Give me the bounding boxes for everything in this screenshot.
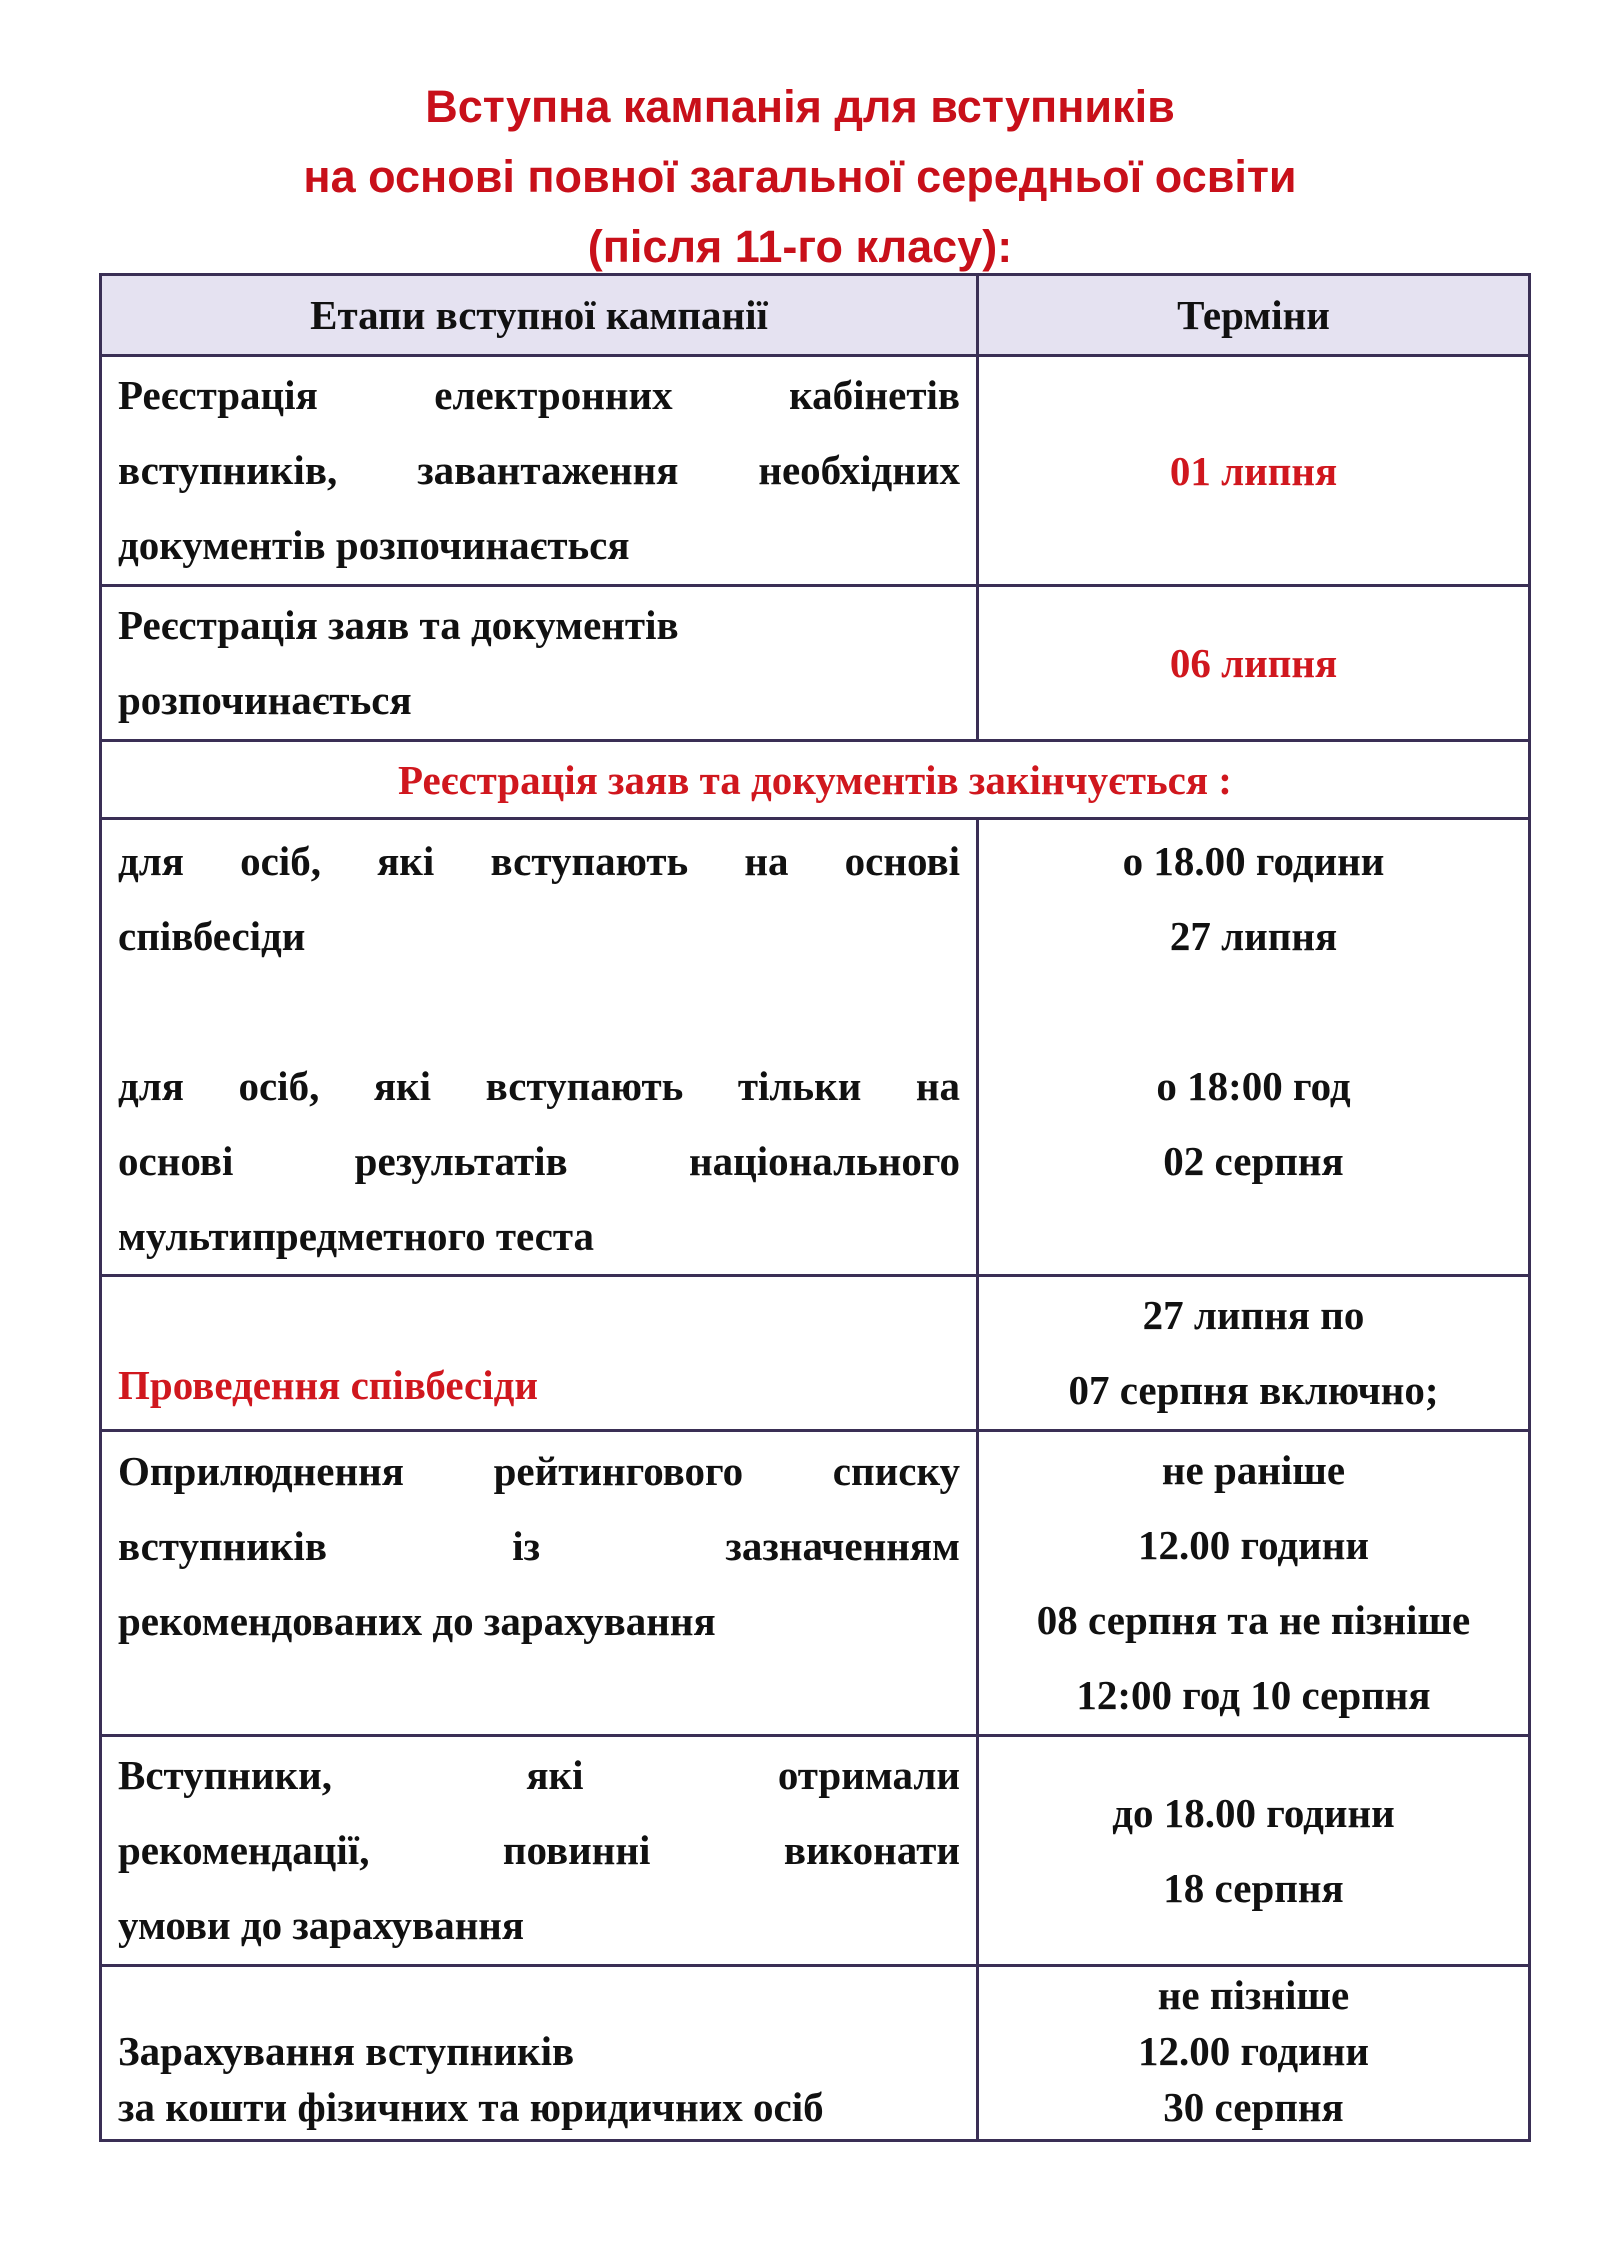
date-cell <box>978 1431 1530 1736</box>
stage-cell <box>101 1736 978 1966</box>
stage-text: для осіб, які вступають на основі <box>118 838 960 884</box>
date-cell: 01 липня <box>978 356 1530 586</box>
header-dates: Терміни <box>978 275 1530 356</box>
date-text: до 18.00 години <box>1112 1789 1395 1836</box>
stage-cell <box>101 1966 978 2141</box>
stage-text: розпочинається <box>118 677 412 723</box>
date-text: 27 липня <box>1169 913 1338 959</box>
stage-text: Реєстрація заяв та документів <box>118 602 679 648</box>
stage-cell <box>101 356 978 586</box>
stage-text: рекомендованих до зарахування <box>118 1598 716 1644</box>
date-cell: 06 липня <box>978 586 1530 741</box>
date-text: 27 липня по <box>1142 1292 1365 1338</box>
stage-text: вступників, завантаження необхідних <box>118 447 960 493</box>
table-row-conditions <box>101 1736 1530 1966</box>
date-text: не пізніше <box>1157 1972 1350 2018</box>
date-text: 02 серпня <box>1163 1138 1344 1184</box>
date-text: 08 серпня та не пізніше <box>1036 1597 1471 1643</box>
header-stage: Етапи вступної кампанії <box>101 275 978 356</box>
table-row-enrollment <box>101 1966 1530 2141</box>
stage-text: основі результатів національного <box>118 1138 960 1184</box>
stage-cell <box>101 586 978 741</box>
table-row-applications-end <box>101 819 1530 1276</box>
date-text: 12:00 год 10 серпня <box>1076 1672 1431 1718</box>
stage-cell: Проведення співбесіди <box>101 1276 978 1431</box>
date-text: 18 серпня <box>1163 1864 1344 1911</box>
stage-cell <box>101 819 978 1276</box>
title-line-2: на основі повної загальної середньої освіти <box>303 151 1297 202</box>
table-row-interview <box>101 1276 1530 1431</box>
stage-text: мультипредметного теста <box>118 1213 595 1259</box>
date-text: 07 серпня включно; <box>1068 1367 1439 1413</box>
date-text: 12.00 години <box>1137 2028 1370 2074</box>
date-cell <box>978 819 1530 1276</box>
stage-text: Зарахування вступників <box>118 2028 575 2074</box>
table-row-ranking <box>101 1431 1530 1736</box>
table-row-applications-start <box>101 586 1530 741</box>
table-row-applications-end-heading <box>101 741 1530 819</box>
title-line-3: (після 11-го класу): <box>587 221 1013 272</box>
stage-text: вступників із зазначенням <box>118 1523 960 1569</box>
date-text: о 18:00 год <box>1156 1063 1351 1109</box>
table-header-row <box>101 275 1530 356</box>
stage-text: Реєстрація електронних кабінетів <box>118 372 960 418</box>
stage-text: документів розпочинається <box>118 522 630 568</box>
stage-cell <box>101 1431 978 1736</box>
date-cell <box>978 1966 1530 2141</box>
date-text: 12.00 години <box>1137 1522 1370 1568</box>
stage-text: Оприлюднення рейтингового списку <box>118 1448 960 1494</box>
section-heading: Реєстрація заяв та документів закінчується : <box>101 741 1530 819</box>
table-row-cabinets <box>101 356 1530 586</box>
date-text: не раніше <box>1161 1447 1346 1493</box>
stage-text: співбесіди <box>118 913 306 959</box>
stage-text: для осіб, які вступають тільки на <box>118 1063 960 1109</box>
stage-text: умови до зарахування <box>118 1902 525 1948</box>
stage-text: Вступники, які отримали <box>118 1752 960 1798</box>
page-title <box>0 72 1600 282</box>
date-cell <box>978 1276 1530 1431</box>
date-text: о 18.00 години <box>1122 838 1385 884</box>
admission-schedule-table <box>99 273 1531 2142</box>
title-line-1: Вступна кампанія для вступників <box>425 81 1175 132</box>
stage-text: за кошти фізичних та юридичних осіб <box>118 2084 824 2130</box>
stage-text: рекомендації, повинні виконати <box>118 1827 960 1873</box>
date-text: 30 серпня <box>1163 2084 1344 2130</box>
date-cell <box>978 1736 1530 1966</box>
